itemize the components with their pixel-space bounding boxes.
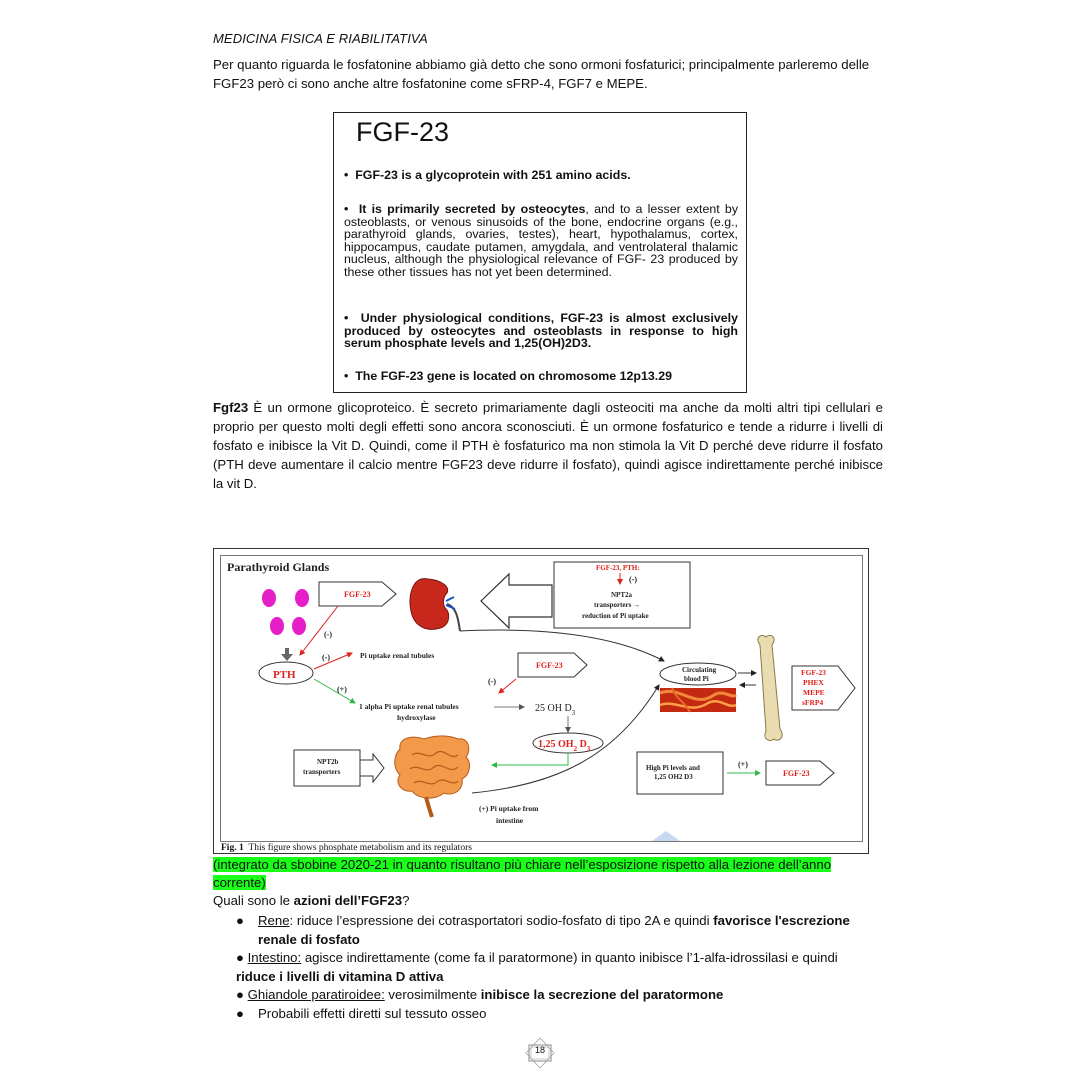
oh-d3-label	[535, 703, 576, 717]
big-left-arrow	[481, 574, 552, 628]
pi-uptake-label: Pi uptake renal tubules	[360, 651, 435, 660]
high-pi-label-1: High Pi levels and	[646, 764, 700, 772]
page-header: MEDICINA FISICA E RIABILITATIVA	[213, 31, 428, 46]
npt2b-label: NPT2b	[317, 758, 339, 766]
note-text: (integrato da sbobine 2020-21 in quanto risultano più chiare nell’esposizione rispetto alla lezione dell’anno corrente)	[213, 857, 832, 890]
parathyroid-gland	[270, 617, 284, 635]
circulating-label-1: Circulating	[682, 666, 717, 674]
bone-factor: PHEX	[803, 678, 824, 687]
page-number: 18	[534, 1045, 545, 1055]
list-item	[236, 1005, 876, 1024]
oh-d3-main: 25 OH D	[535, 703, 572, 714]
action-bold: inibisce la secrezione del paratormone	[480, 987, 724, 1002]
oh-d3-sub: 3	[571, 709, 576, 717]
slide-title: FGF-23	[356, 117, 450, 147]
parathyroid-gland	[295, 589, 309, 607]
slide-bullet-2	[344, 203, 738, 279]
npt2a-minus: (-)	[629, 575, 637, 584]
figure-caption	[221, 843, 472, 853]
bone-factor: MEPE	[803, 688, 825, 697]
bone-icon	[758, 635, 782, 740]
slide-bullet-4	[344, 370, 738, 383]
question-line	[213, 892, 409, 910]
fgf23-label-3: FGF-23	[783, 769, 810, 778]
bullet-dot: ●	[236, 913, 244, 928]
highlighted-note	[213, 856, 865, 892]
minus-label-3: (-)	[488, 677, 496, 686]
bullet-mark: •	[344, 311, 361, 325]
question-pre: Quali sono le	[213, 893, 294, 908]
npt2b-arrow	[360, 754, 384, 782]
question-bold: azioni dell’FGF23	[293, 893, 403, 908]
hydroxylase-label-2: hydroxylase	[397, 713, 436, 722]
fgf23-inhibit-pth-arrow	[300, 606, 338, 655]
bullet-dot: ●	[236, 1005, 244, 1021]
bullet-bold-text: It is primarily secreted by osteocytes	[358, 202, 586, 216]
caption-text: This figure shows phosphate metabolism and its regulators	[248, 843, 472, 853]
high-pi-label-2: 1,25 OH2 D3	[654, 773, 693, 781]
action-label: Ghiandole paratiroidee:	[247, 987, 385, 1002]
npt2a-box-title: FGF-23, PTH:	[596, 564, 640, 572]
parathyroid-gland	[292, 617, 306, 635]
list-item	[236, 986, 876, 1005]
phosphate-figure	[213, 548, 869, 854]
bone-factor: sFRP4	[802, 698, 824, 707]
calcitriol-d: D	[577, 739, 587, 750]
intestine-uptake-label-1: (+) Pi uptake from	[479, 804, 539, 813]
caption-label: Fig. 1	[221, 843, 244, 853]
blood-vessels-image	[660, 688, 736, 712]
fgf23-label-1: FGF-23	[344, 590, 371, 599]
npt2b-transporters: transporters	[303, 768, 341, 776]
pth-hydroxylase-arrow	[314, 679, 355, 703]
action-bold: favorisce l'escrezione renale di fosfato	[258, 913, 850, 947]
gland-to-pth-arrow	[281, 654, 293, 661]
bullet-text: Under physiological conditions, FGF-23 is almost exclusively produced by osteocytes and osteoblasts in response to high serum phosphate levels and 1,25(OH)2D3.	[344, 311, 738, 351]
figure-diagram	[214, 549, 870, 855]
question-post: ?	[402, 893, 410, 908]
fgf23-label-2: FGF-23	[536, 661, 563, 670]
watermark-shape	[652, 831, 680, 841]
bullet-dot: ●	[236, 987, 244, 1002]
action-bold: riduce i livelli di vitamina D attiva	[236, 968, 444, 984]
intro-paragraph: Per quanto riguarda le fosfatonine abbiamo già detto che sono ormoni fosfaturici; principalmente parleremo delle FGF23 però ci sono anche altre fosfatonine come sFRP-4, FGF7 e MEPE.	[213, 57, 870, 91]
npt2a-label: NPT2a	[611, 591, 632, 599]
bullet-dot: ●	[236, 950, 244, 965]
minus-label-1: (-)	[324, 630, 332, 639]
paragraph-lead: Fgf23	[213, 400, 249, 415]
action-label: Rene	[258, 913, 290, 928]
pth-pi-uptake-arrow	[314, 653, 352, 669]
plus-label-2: (+)	[738, 760, 748, 769]
figure-title: Parathyroid Glands	[227, 560, 330, 574]
fgf23-slide	[333, 112, 747, 393]
intestine-icon	[395, 736, 470, 817]
plus-label-1: (+)	[337, 685, 347, 694]
hydroxylase-label-1: 1 alpha Pi uptake renal tubules	[359, 702, 459, 711]
slide-bullet-1	[344, 169, 738, 182]
actions-list	[236, 912, 876, 1023]
action-text: Probabili effetti diretti sul tessuto osseo	[258, 1005, 487, 1021]
calcitriol-sub1: 2	[573, 745, 578, 753]
pth-label: PTH	[273, 669, 296, 681]
gland-to-pth-stem	[285, 648, 289, 654]
action-text: : riduce l’espressione dei cotrasportatori sodio-fosfato di tipo 2A e quindi	[289, 913, 714, 928]
calcitriol-intestine-arrow	[492, 753, 568, 765]
bone-factor: FGF-23	[801, 668, 826, 677]
bullet-text: , and to a lesser extent by osteoblasts, or venous sinusoids of the bone, endocrine organs (e.g., parathyroid glands, ovaries, testes), heart, hypothalamus, cortex, hippocampus, caudate putamen, amygdala, and ventrolateral thalamic nucleus, although the physiological relevance of FGF- 23 produced by these other tissues has not yet been determined.	[344, 202, 739, 279]
slide-bullet-3	[344, 312, 738, 350]
list-item	[236, 912, 876, 949]
calcitriol-sub2: 3	[586, 745, 591, 753]
bullet-mark: •	[344, 369, 356, 383]
kidney-vessels	[446, 597, 455, 609]
minus-label-2: (-)	[322, 653, 330, 662]
npt2a-reduction: reduction of Pi uptake	[582, 612, 649, 620]
fgf23-paragraph	[213, 398, 883, 493]
action-label: Intestino:	[247, 950, 302, 965]
circulating-label-2: blood Pi	[684, 675, 709, 683]
list-item	[236, 949, 876, 986]
parathyroid-gland	[262, 589, 276, 607]
paragraph-text: È un ormone glicoproteico. È secreto primariamente dagli osteociti ma anche da molti altri tipi cellulari e proprio per questo molti degli effetti sono ancora sconosciuti. È un ormone fosfaturico e tende a ridurre i livelli di fosfato e inibisce la Vit D. Quindi, come il PTH è fosfaturico ma non stimola la Vit D perché deve ridurre il fosfato (PTH deve aumentare il calcio mentre FGF23 deve ridurre il fosfato), quindi agisce indirettamente perché inibisce la vit D.	[213, 400, 883, 491]
fgf23-inhibit-hydroxylase-arrow	[499, 679, 516, 693]
intestine-uptake-label-2: intestine	[496, 816, 524, 825]
calcitriol-main: 1,25 OH	[538, 739, 574, 750]
bullet-text: FGF-23 is a glycoprotein with 251 amino acids.	[355, 168, 631, 182]
action-text: agisce indirettamente (come fa il paratormone) in quanto inibisce l’1-alfa-idrossilasi e quindi	[301, 950, 838, 965]
bullet-mark: •	[344, 202, 359, 216]
action-text: verosimilmente	[384, 987, 481, 1002]
kidney-icon	[410, 579, 449, 630]
bullet-mark: •	[344, 168, 356, 182]
npt2a-transporters: transporters →	[594, 601, 641, 609]
bullet-text: The FGF-23 gene is located on chromosome 12p13.29	[355, 369, 672, 383]
